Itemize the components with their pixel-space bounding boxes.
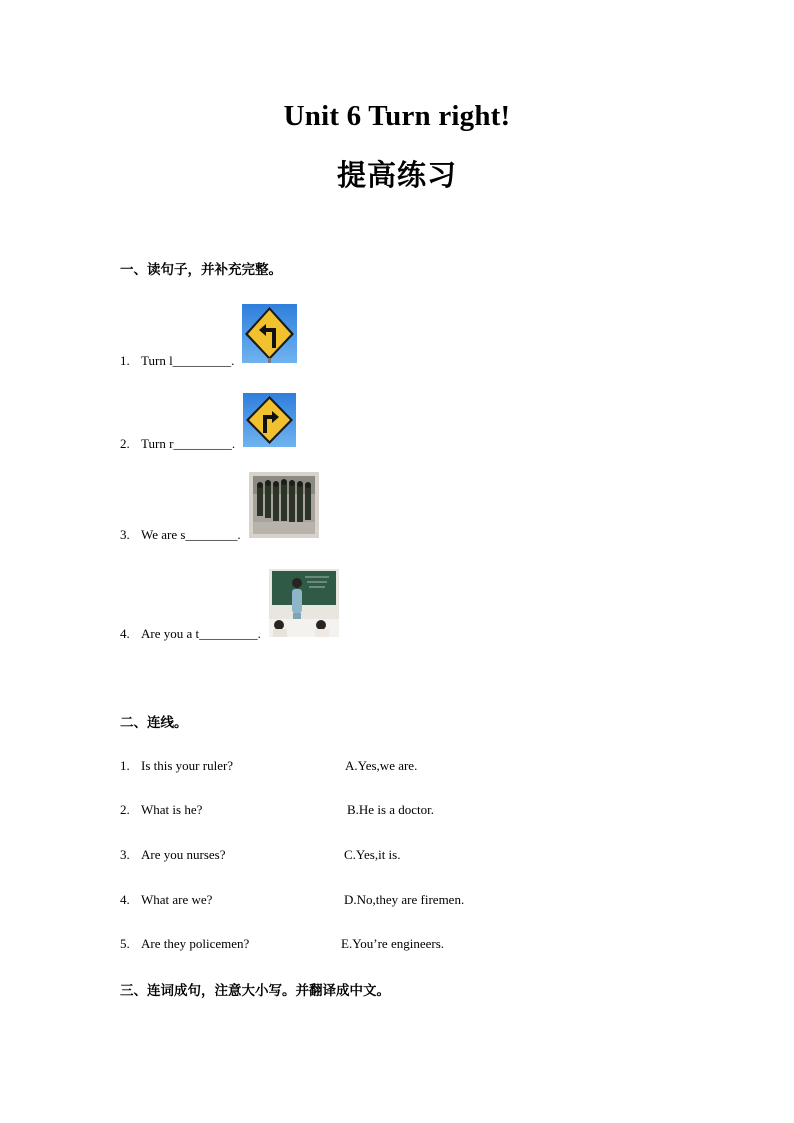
section2-question-1 [120,758,233,774]
section2-heading: 二、连线。 [120,715,188,731]
teacher-classroom-image [269,569,339,637]
item-number: 3. [120,527,130,542]
left-turn-sign-image [242,304,297,363]
question-number: 1. [120,758,130,773]
section1-item-2 [120,436,235,452]
question-number: 3. [120,847,130,862]
marching-soldiers-image [249,472,319,538]
section1-heading: 一、读句子，并补充完整。 [120,262,282,278]
section2-question-2 [120,802,202,818]
item-text: Are you a t_________. [141,626,261,641]
question-text: What is he? [141,802,203,817]
question-number: 2. [120,802,130,817]
item-number: 2. [120,436,130,451]
question-text: Are they policemen? [141,936,250,951]
section2-answer-b: B.He is a doctor. [347,802,435,817]
section2-answer-d: D.No,they are firemen. [344,892,465,907]
page-title: Unit 6 Turn right! [283,100,511,132]
section2-question-5 [120,936,249,952]
item-text: Turn r_________. [141,436,236,451]
item-text: Turn l_________. [141,353,235,368]
section2-question-3 [120,847,225,863]
section2-answer-a: A.Yes,we are. [345,758,418,773]
section1-item-3 [120,527,241,543]
item-number: 4. [120,626,130,641]
question-text: Are you nurses? [141,847,226,862]
section1-item-4 [120,626,261,642]
section2-question-4 [120,892,212,908]
section2-answer-c: C.Yes,it is. [344,847,401,862]
question-text: Is this your ruler? [141,758,234,773]
question-text: What are we? [141,892,213,907]
item-number: 1. [120,353,130,368]
question-number: 4. [120,892,130,907]
page-subtitle: 提高练习 [336,158,457,192]
question-number: 5. [120,936,130,951]
section3-heading: 三、连词成句，注意大小写。并翻译成中文。 [120,983,390,999]
section2-answer-e: E.You’re engineers. [341,936,445,951]
item-text: We are s________. [141,527,241,542]
section1-item-1 [120,353,234,369]
right-turn-sign-image [243,393,296,447]
